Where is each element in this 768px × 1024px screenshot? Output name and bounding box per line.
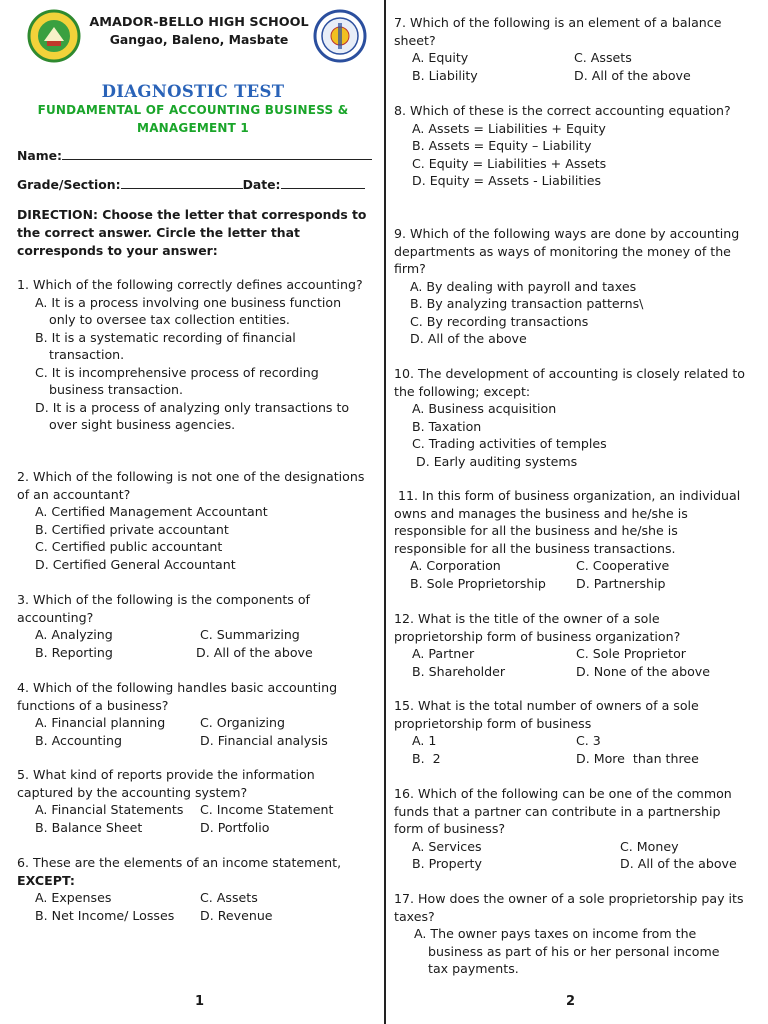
option-a[interactable]: A. Financial planning <box>35 715 166 730</box>
grade-label: Grade/Section: <box>17 177 121 192</box>
option-a[interactable]: A. 1 <box>412 733 437 748</box>
option-a[interactable]: A. Services <box>412 838 482 854</box>
option-b[interactable]: B. Net Income/ Losses <box>35 907 175 923</box>
option-c[interactable]: C. 3 <box>576 733 601 748</box>
date-label: Date: <box>242 177 281 192</box>
subtitle-line-2: MANAGEMENT 1 <box>137 121 249 135</box>
question-stem: 16. Which of the following can be one of the common funds that a partner can contribute in a partnership form of business? <box>394 786 732 836</box>
option-b[interactable]: B. Balance Sheet <box>35 819 143 835</box>
grade-line[interactable] <box>121 177 243 189</box>
question-stem: 2. Which of the following is not one of the designations of an accountant? <box>17 469 365 502</box>
option-c[interactable]: C. Assets <box>574 50 632 65</box>
option-b[interactable]: B. Shareholder <box>412 663 506 679</box>
question-stem: 12. What is the title of the owner of a sole proprietorship form of business organization? <box>394 611 681 644</box>
question-stem: 6. These are the elements of an income statement, <box>17 855 342 870</box>
option-c[interactable]: C. Sole Proprietor <box>576 646 686 661</box>
question-stem: 4. Which of the following handles basic accounting functions of a business? <box>17 680 338 713</box>
question-stem: 8. Which of these is the correct accounting equation? <box>394 103 731 118</box>
option-d[interactable]: D. All of the above <box>574 67 691 83</box>
option-a[interactable]: A. Analyzing <box>35 627 113 642</box>
school-info <box>89 14 309 48</box>
option-b[interactable]: B. Taxation <box>412 418 482 434</box>
option-b[interactable]: B. Property <box>412 856 482 871</box>
option-d[interactable]: D. Equity = Assets - Liabilities <box>412 173 602 188</box>
option-a[interactable]: A. Financial Statements <box>35 802 184 817</box>
option-c[interactable]: C. Trading activities of temples <box>412 436 607 451</box>
option-b[interactable]: B. By analyzing transaction patterns\ <box>410 296 644 311</box>
question-3 <box>17 591 367 661</box>
question-11 <box>394 487 750 592</box>
option-b[interactable]: B. Reporting <box>35 644 113 660</box>
question-stem: 10. The development of accounting is closely related to the following; except: <box>394 366 745 399</box>
question-stem: 3. Which of the following is the components of accounting? <box>17 592 310 625</box>
question-9 <box>394 225 750 348</box>
question-12 <box>394 610 750 680</box>
option-b[interactable]: B. Accounting <box>35 732 122 748</box>
school-address: Gangao, Baleno, Masbate <box>109 32 289 47</box>
option-c[interactable]: C. Equity = Liabilities + Assets <box>412 155 607 171</box>
question-stem: 1. Which of the following correctly defines accounting? <box>17 277 363 292</box>
question-stem: 15. What is the total number of owners of a sole proprietorship form of business <box>394 698 699 731</box>
option-c[interactable]: C. Money <box>620 838 679 854</box>
question-15 <box>394 697 750 767</box>
name-line[interactable] <box>62 148 372 160</box>
option-d[interactable]: D. None of the above <box>576 663 710 679</box>
school-header <box>17 0 369 70</box>
option-d[interactable]: D. More than three <box>576 750 699 766</box>
page-number-left: 1 <box>195 994 205 1009</box>
question-stem: 17. How does the owner of a sole proprietorship pay its taxes? <box>394 891 744 924</box>
option-a[interactable]: A. Business acquisition <box>412 401 557 416</box>
question-6 <box>17 854 369 924</box>
option-d[interactable]: D. It is a process of analyzing only transactions to over sight business agencies. <box>35 399 350 432</box>
option-c[interactable]: C. Cooperative <box>576 558 670 573</box>
question-stem: 11. In this form of business organization, an individual owns and manages the business and he/she is responsible for all the business and he/she is responsible for all the business transactions. <box>394 488 745 556</box>
option-d[interactable]: D. Revenue <box>200 907 273 923</box>
option-b[interactable]: B. Liability <box>412 67 478 83</box>
option-a[interactable]: A. By dealing with payroll and taxes <box>410 278 637 294</box>
direction-text: DIRECTION: Choose the letter that corresponds to the correct answer. Circle the letter that corresponds to your answer: <box>17 207 367 258</box>
option-c[interactable]: C. Assets <box>200 890 258 905</box>
grade-date-field[interactable] <box>17 177 365 192</box>
option-b[interactable]: B. 2 <box>412 750 441 766</box>
option-a[interactable]: A. Partner <box>412 646 475 661</box>
test-title: DIAGNOSTIC TEST <box>101 82 285 101</box>
column-divider <box>384 0 386 1024</box>
option-c[interactable]: C. Organizing <box>200 715 285 730</box>
option-d[interactable]: D. Portfolio <box>200 819 270 835</box>
option-c[interactable]: C. Summarizing <box>200 627 300 642</box>
option-c[interactable]: C. It is incomprehensive process of recording business transaction. <box>35 364 319 397</box>
name-field[interactable] <box>17 148 372 163</box>
question-stem: 7. Which of the following is an element of a balance sheet? <box>394 15 722 48</box>
option-d[interactable]: D. All of the above <box>620 856 737 871</box>
question-16 <box>394 785 750 873</box>
question-7 <box>394 14 750 84</box>
question-2 <box>17 468 367 573</box>
question-17 <box>394 890 750 978</box>
question-1 <box>17 276 367 434</box>
question-10 <box>394 365 750 470</box>
option-a[interactable]: A. Expenses <box>35 890 112 905</box>
option-a[interactable]: A. Equity <box>412 50 469 65</box>
school-seal-icon <box>27 9 81 63</box>
option-d[interactable]: D. All of the above <box>196 644 313 660</box>
question-5 <box>17 766 367 836</box>
question-stem: 9. Which of the following ways are done by accounting departments as ways of monitoring the money of the firm? <box>394 226 740 276</box>
question-stem-except: EXCEPT: <box>17 872 75 888</box>
option-a[interactable]: A. Certified Management Accountant <box>35 504 268 519</box>
subtitle-line-1: FUNDAMENTAL OF ACCOUNTING BUSINESS & <box>37 103 349 117</box>
left-column <box>17 0 369 1009</box>
option-c[interactable]: C. Certified public accountant <box>35 539 223 554</box>
option-c[interactable]: C. By recording transactions <box>410 313 589 329</box>
school-name: AMADOR-BELLO HIGH SCHOOL <box>89 15 309 30</box>
option-b[interactable]: B. Certified private accountant <box>35 521 229 537</box>
question-stem: 5. What kind of reports provide the information captured by the accounting system? <box>17 767 315 800</box>
option-a[interactable]: A. It is a process involving one business function only to oversee tax collection entities. <box>35 294 342 327</box>
option-a[interactable]: A. Assets = Liabilities + Equity <box>412 120 606 136</box>
option-d[interactable]: D. All of the above <box>410 331 527 346</box>
option-a[interactable]: A. The owner pays taxes on income from the business as part of his or her personal income tax payments. <box>414 926 720 976</box>
question-4 <box>17 679 367 749</box>
question-8 <box>394 102 750 190</box>
option-b[interactable]: B. Assets = Equity – Liability <box>412 138 592 153</box>
test-subtitle <box>17 101 369 137</box>
option-d[interactable]: D. Financial analysis <box>200 732 328 748</box>
deped-seal-icon <box>313 9 367 63</box>
option-d[interactable]: D. Early auditing systems <box>412 453 578 469</box>
option-b[interactable]: B. It is a systematic recording of financial transaction. <box>35 329 296 362</box>
date-line[interactable] <box>281 177 365 189</box>
page-number-right: 2 <box>566 994 576 1009</box>
option-b[interactable]: B. Sole Proprietorship <box>410 575 546 591</box>
option-d[interactable]: D. Partnership <box>576 575 666 591</box>
option-c[interactable]: C. Income Statement <box>200 802 334 817</box>
name-label: Name: <box>17 148 63 163</box>
option-a[interactable]: A. Corporation <box>410 558 501 573</box>
option-d[interactable]: D. Certified General Accountant <box>35 556 236 572</box>
